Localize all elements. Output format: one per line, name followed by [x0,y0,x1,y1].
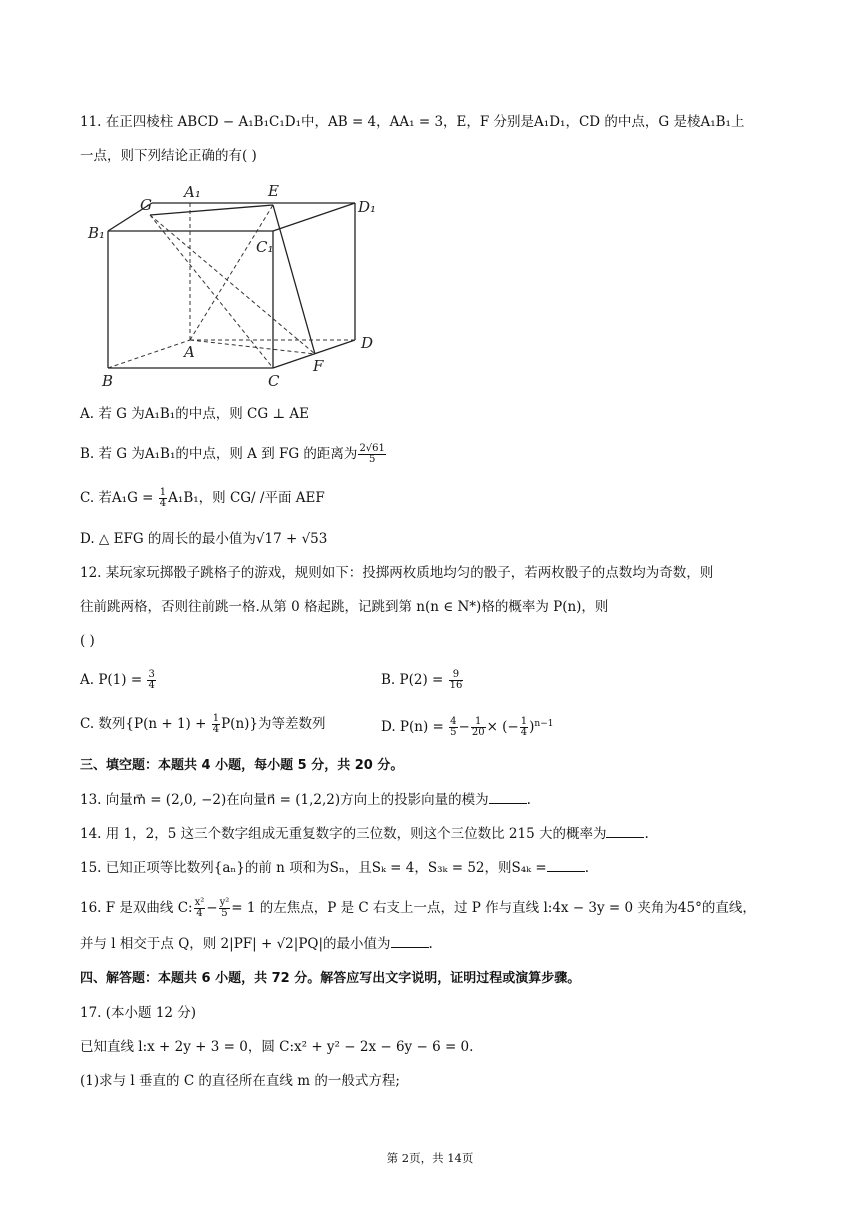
label-C: C [268,372,280,390]
q16-line1: 16. F 是双曲线 C: $\frac{\text{x²}}{4}$ − $\frac{\text{y²}}{5}$ = 1 的左焦点，P 是 C 右支上一点，过 P 作与直线 l:4x − 3y = 0 夹角为45°的直线， [80,897,756,919]
prism-figure [80,180,400,395]
q11-stem-line1: 11. 在正四棱柱 ABCD − A₁B₁C₁D₁中，AB = 4，AA₁ = 3，E，F 分别是A₁D₁，CD 的中点，G 是棱A₁B₁上 [80,114,745,130]
q14: 14. 用 1，2，5 这三个数字组成无重复数字的三位数，则这个三位数比 215 大的概率为 . [80,826,649,842]
section-4-heading: 四、解答题：本题共 6 小题，共 72 分。解答应写出文字说明，证明过程或演算步骤。 [80,971,581,986]
label-A: A [184,343,195,361]
q11-option-d: D. △ EFG 的周长的最小值为√17 + √53 [80,531,328,547]
label-C1: C₁ [256,238,274,256]
label-A1: A₁ [184,183,201,201]
label-B: B [102,372,114,390]
q17-line1: 已知直线 l:x + 2y + 3 = 0，圆 C:x² + y² − 2x − 6y − 6 = 0. [80,1039,474,1055]
q12-option-b: B. P(2) = $\frac{9}{16}$ [381,669,463,691]
q12-stem-line1: 12. 某玩家玩掷骰子跳格子的游戏，规则如下：投掷两枚质地均匀的骰子，若两枚骰子的点数均为奇数，则 [80,565,714,581]
label-G: G [140,196,152,214]
label-E: E [268,182,279,200]
label-B1: B₁ [88,224,106,242]
q17-line2: (1)求与 l 垂直的 C 的直径所在直线 m 的一般式方程; [80,1073,400,1089]
q17-title: 17. (本小题 12 分) [80,1005,197,1021]
q12-stem-line2: 往前跳两格，否则往前跳一格.从第 0 格起跳，记跳到第 n(n ∈ N*)格的概率为 P(n)，则 [80,599,609,615]
q12-option-d: D. P(n) = $\frac{4}{5}$ − $\frac{1}{20}$ × (− $\frac{1}{4}$ )$^{n-1}$ [381,716,554,738]
label-D1: D₁ [358,198,377,216]
q16-line2: 并与 l 相交于点 Q，则 2|PF| + √2|PQ|的最小值为 . [80,936,433,952]
q12-option-a: A. P(1) = $\frac{3}{4}$ [80,669,155,691]
q11-option-b: B. 若 G 为A₁B₁的中点，则 A 到 FG 的距离为 $\frac{2√61}{5}$ [80,443,385,465]
section-3-heading: 三、填空题：本题共 4 小题，每小题 5 分，共 20 分。 [80,758,404,773]
q13: 13. 向量m⃗ = (2,0, −2)在向量n⃗ = (1,2,2)方向上的投影向量的模为 . [80,792,531,808]
label-D: D [361,334,374,352]
q12-stem-line3: ( ) [80,633,95,649]
q12-option-c: C. 数列{P(n + 1) + $\frac{1}{4}$ P(n)}为等差数列 [80,713,326,735]
q11-stem-line2: 一点，则下列结论正确的有( ) [80,148,257,164]
label-F: F [313,357,324,375]
q15: 15. 已知正项等比数列{aₙ}的前 n 项和为Sₙ，且Sₖ = 4，S₃ₖ = 52，则S₄ₖ = . [80,860,589,876]
page-footer: 第 2页，共 14页 [386,1151,474,1165]
q11-option-a: A. 若 G 为A₁B₁的中点，则 CG ⊥ AE [80,406,309,422]
q11-option-c: C. 若A₁G = $\frac{1}{4}$ A₁B₁，则 CG/ /平面 AEF [80,487,325,509]
